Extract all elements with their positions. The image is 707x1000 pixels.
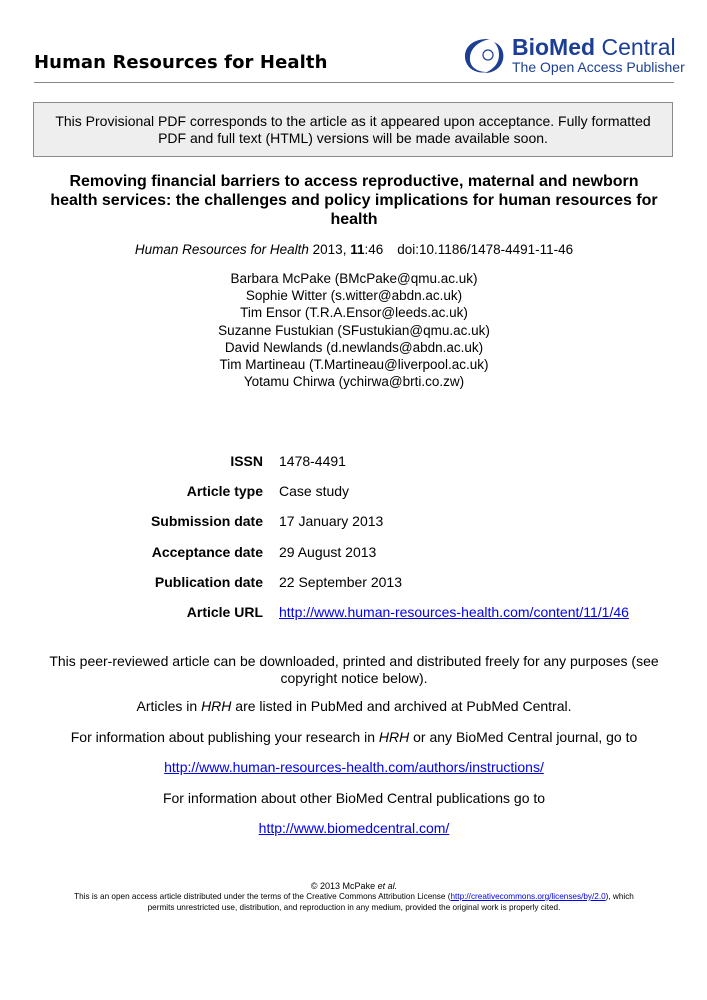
logo-name-regular: Central: [595, 34, 676, 60]
author: Barbara McPake (BMcPake@qmu.ac.uk): [230, 271, 478, 286]
publish-abbr: HRH: [378, 729, 410, 745]
citation: [34, 242, 674, 258]
pubmed-note: [34, 698, 674, 715]
submission-date-value: 17 January 2013: [279, 513, 384, 530]
biomedcentral-link[interactable]: http://www.biomedcentral.com/: [258, 820, 450, 836]
article-type-value: Case study: [279, 483, 350, 500]
biomed-central-logo[interactable]: [460, 34, 685, 78]
article-type-label: Article type: [186, 483, 263, 500]
license-note: [34, 892, 674, 913]
listed-pre: Articles in: [136, 698, 202, 714]
license-pre: This is an open access article distributed under the terms of the Creative Commons Attribution License (: [74, 892, 451, 901]
citation-issue: :46: [364, 242, 384, 257]
publication-date-value: 22 September 2013: [279, 573, 402, 590]
notice-line-2: PDF and full text (HTML) versions will be made available soon.: [158, 130, 548, 146]
publish-post: or any BioMed Central journal, go to: [409, 729, 638, 745]
listed-abbr: HRH: [201, 698, 232, 714]
logo-wordmark: [512, 34, 676, 60]
author: Sophie Witter (s.witter@abdn.ac.uk): [245, 288, 463, 304]
instructions-link[interactable]: http://www.human-resources-health.com/authors/instructions/: [164, 759, 544, 775]
title-line-3: health: [330, 211, 378, 228]
journal-title: Human Resources for Health: [34, 52, 328, 73]
copyright-text: © 2013 McPake: [310, 881, 378, 891]
listed-post: are listed in PubMed and archived at PubMed Central.: [231, 698, 572, 714]
meta-row-type: [34, 483, 674, 513]
license-line-1: [34, 892, 674, 903]
submission-date-label: Submission date: [150, 513, 263, 530]
acceptance-date-value: 29 August 2013: [279, 543, 377, 560]
meta-row-issn: [34, 453, 674, 483]
logo-tagline: The Open Access Publisher: [512, 59, 685, 75]
title-line-2: health services: the challenges and policy implications for human resources for: [50, 192, 658, 209]
publish-pre: For information about publishing your research in: [70, 729, 379, 745]
peer-line-1: This peer-reviewed article can be downloaded, printed and distributed freely for any purposes (see: [49, 653, 659, 669]
license-line-2: permits unrestricted use, distribution, and reproduction in any medium, provided the original work is properly cited.: [147, 902, 561, 912]
instructions-link-row: [34, 759, 674, 776]
copyright-etal: et al.: [377, 881, 398, 891]
article-url-link[interactable]: http://www.human-resources-health.com/content/11/1/46: [279, 603, 629, 620]
article-title: [34, 172, 674, 229]
license-post: ), which: [605, 892, 634, 901]
citation-journal: Human Resources for Health: [134, 242, 309, 257]
meta-row-acceptance: [34, 544, 674, 574]
copyright-line: [34, 881, 674, 892]
author: Tim Ensor (T.R.A.Ensor@leeds.ac.uk): [240, 305, 468, 321]
meta-row-publication: [34, 574, 674, 604]
logo-name-bold: BioMed: [512, 34, 596, 60]
author: Yotamu Chirwa (ychirwa@brti.co.zw): [243, 374, 465, 390]
issn-value: 1478-4491: [279, 453, 346, 469]
author: Tim Martineau (T.Martineau@liverpool.ac.uk): [219, 357, 489, 373]
bmc-link-row: [34, 820, 674, 837]
citation-doi: doi:10.1186/1478-4491-11-46: [397, 242, 574, 257]
notice-line-1: This Provisional PDF corresponds to the article as it appeared upon acceptance. Fully formatted: [55, 113, 651, 129]
acceptance-date-label: Acceptance date: [151, 543, 263, 560]
author-list: [34, 270, 674, 390]
publishing-note: [34, 729, 674, 746]
citation-year: 2013,: [308, 242, 351, 257]
peer-review-note: [34, 653, 674, 687]
license-link[interactable]: http://creativecommons.org/licenses/by/2.0: [450, 892, 606, 901]
article-url-label: Article URL: [186, 603, 263, 620]
provisional-notice: [33, 102, 673, 157]
publication-date-label: Publication date: [154, 573, 263, 590]
author: David Newlands (d.newlands@abdn.ac.uk): [224, 339, 484, 355]
other-publications-note: For information about other BioMed Central publications go to: [162, 790, 546, 806]
issn-label: ISSN: [230, 453, 263, 469]
peer-line-2: copyright notice below).: [280, 670, 428, 686]
meta-row-submission: [34, 513, 674, 543]
meta-row-url: [34, 604, 674, 634]
title-line-1: Removing financial barriers to access reproductive, maternal and newborn: [69, 173, 639, 190]
biomed-swoosh-icon: [460, 36, 508, 76]
citation-volume: 11: [350, 242, 365, 257]
article-metadata: [34, 453, 674, 634]
author: Suzanne Fustukian (SFustukian@qmu.ac.uk): [218, 322, 490, 338]
header-divider: [34, 82, 674, 83]
